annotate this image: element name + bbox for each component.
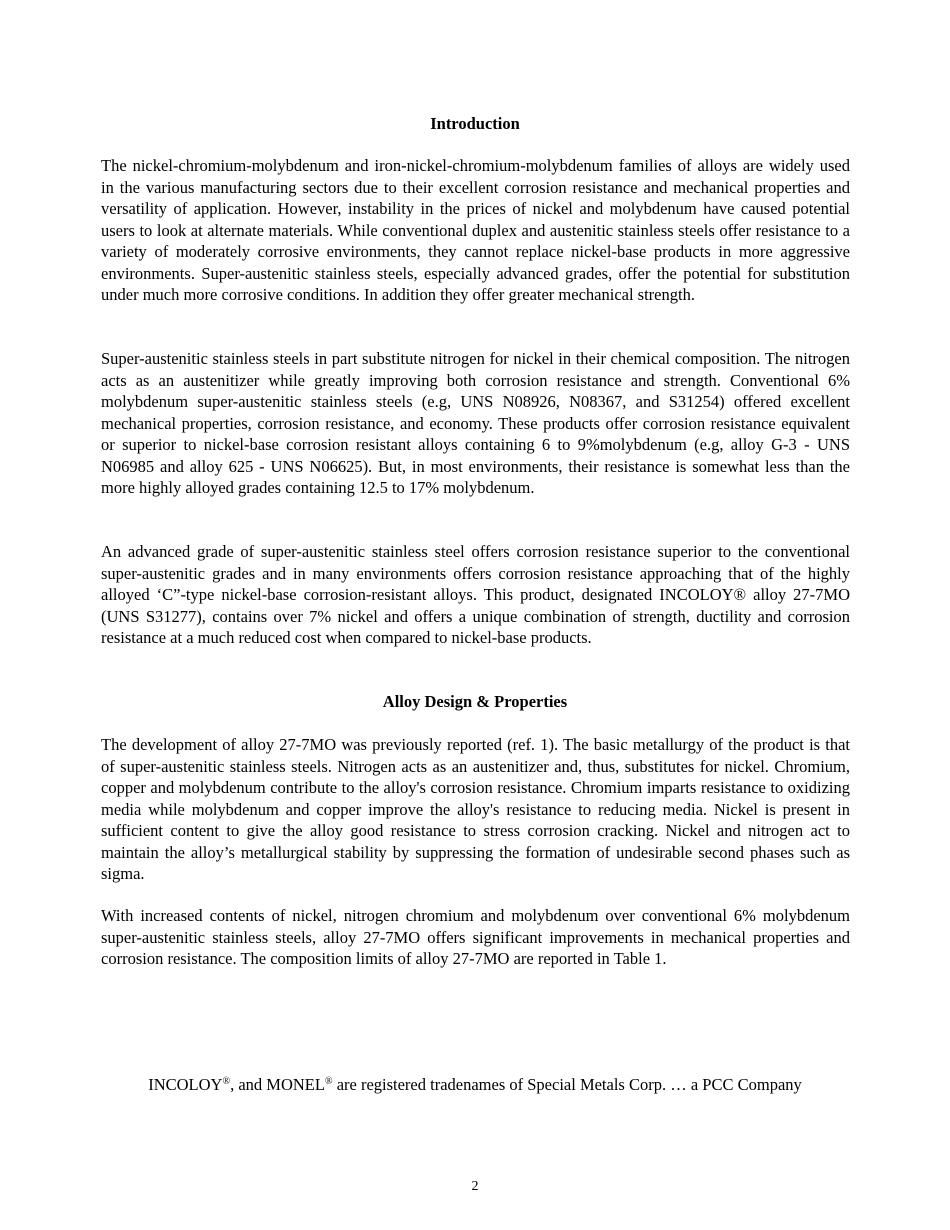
section-heading-alloy-design: Alloy Design & Properties xyxy=(382,692,568,711)
alloy-design-paragraph-2: With increased contents of nickel, nitrogen chromium and molybdenum over conventional 6% molybdenum super-austenitic stainless steels, alloy 27-7MO offers significant improvements in mechanical properties and corrosion resistance. The composition limits of alloy 27-7MO are reported in Table 1. xyxy=(101,906,850,968)
page-number: 2 xyxy=(471,1179,479,1194)
trademark-statement: are registered tradenames of Special Metals Corp. … a PCC Company xyxy=(332,1075,802,1094)
intro-paragraph-1: The nickel-chromium-molybdenum and iron-nickel-chromium-molybdenum families of alloys are widely used in the various manufacturing sectors due to their excellent corrosion resistance and mechanical properties and versatility of application. However, instability in the prices of nickel and molybdenum have caused potential users to look at alternate materials. While conventional duplex and austenitic stainless steels offer resistance to a variety of moderately corrosive environments, they cannot replace nickel-base products in more aggressive environments. Super-austenitic stainless steels, especially advanced grades, offer the potential for substitution under much more corrosive conditions. In addition they offer greater mechanical strength. xyxy=(101,156,850,304)
alloy-design-paragraph-1: The development of alloy 27-7MO was previously reported (ref. 1). The basic metallurgy of the product is that of super-austenitic stainless steels. Nitrogen acts as an austenitizer and, thus, substitutes for nickel. Chromium, copper and molybdenum contribute to the alloy's corrosion resistance. Chromium imparts resistance to oxidizing media while molybdenum and copper improve the alloy's resistance to reducing media. Nickel is present in sufficient content to give the alloy good resistance to stress corrosion cracking. Nickel and nitrogen act to maintain the alloy’s metallurgical stability by suppressing the formation of undesirable second phases such as sigma. xyxy=(101,735,850,883)
trademark-incoloy: INCOLOY xyxy=(148,1075,223,1094)
registered-mark-1: ® xyxy=(222,1076,231,1087)
trademark-footnote xyxy=(0,1074,950,1096)
section-heading-introduction: Introduction xyxy=(430,114,520,133)
registered-mark-2: ® xyxy=(324,1076,333,1087)
trademark-monel: MONEL xyxy=(266,1075,325,1094)
intro-paragraph-3: An advanced grade of super-austenitic stainless steel offers corrosion resistance superior to the conventional super-austenitic grades and in many environments offers corrosion resistance approaching that of the highly alloyed ‘C”-type nickel-base corrosion-resistant alloys. This product, designated INCOLOY® alloy 27-7MO (UNS S31277), contains over 7% nickel and offers a unique combination of strength, ductility and corrosion resistance at a much reduced cost when compared to nickel-base products. xyxy=(101,542,850,647)
trademark-separator: , and xyxy=(230,1075,267,1094)
intro-paragraph-2: Super-austenitic stainless steels in part substitute nitrogen for nickel in their chemical composition. The nitrogen acts as an austenitizer while greatly improving both corrosion resistance and strength. Conventional 6% molybdenum super-austenitic stainless steels (e.g, UNS N08926, N08367, and S31254) offered excellent mechanical properties, corrosion resistance, and economy. These products offer corrosion resistance equivalent or superior to nickel-base corrosion resistant alloys containing 6 to 9%molybdenum (e.g, alloy G-3 - UNS N06985 and alloy 625 - UNS N06625). But, in most environments, their resistance is somewhat less than the more highly alloyed grades containing 12.5 to 17% molybdenum. xyxy=(101,349,850,497)
